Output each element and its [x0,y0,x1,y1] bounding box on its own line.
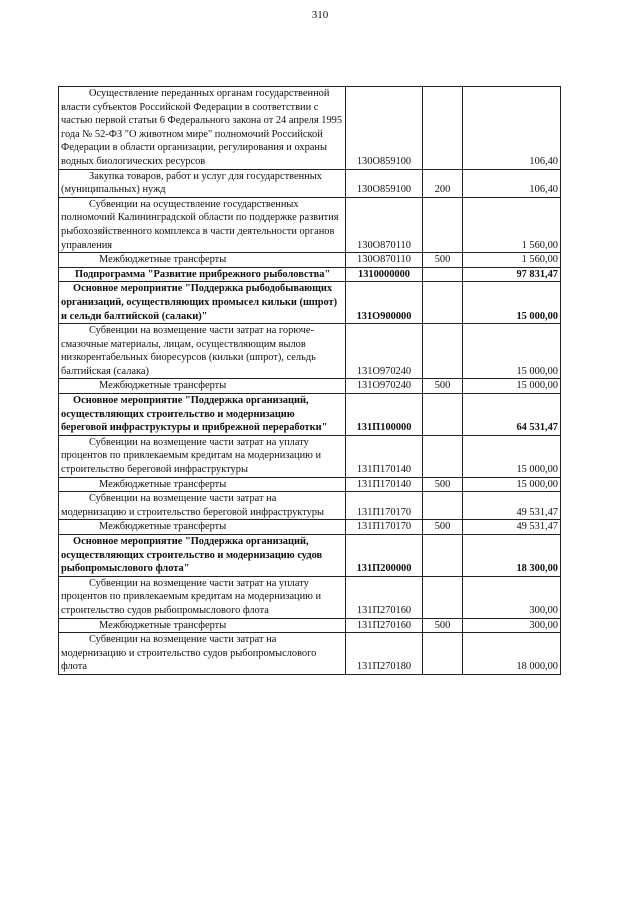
row-amount: 106,40 [463,169,561,197]
row-code: 131П170140 [346,435,423,477]
table-row [59,520,561,535]
row-amount: 49 531,47 [463,492,561,520]
row-type [423,535,463,577]
row-amount: 15 000,00 [463,477,561,492]
row-amount: 18 300,00 [463,535,561,577]
table-row [59,492,561,520]
row-type: 500 [423,253,463,268]
row-code: 130О859100 [346,87,423,170]
row-code: 130О859100 [346,169,423,197]
row-amount: 1 560,00 [463,253,561,268]
table-row [59,282,561,324]
table-row [59,435,561,477]
row-amount: 15 000,00 [463,435,561,477]
table-row [59,379,561,394]
row-amount: 15 000,00 [463,324,561,379]
row-type [423,282,463,324]
row-type [423,267,463,282]
row-code: 131П100000 [346,394,423,436]
row-type: 500 [423,618,463,633]
row-name: Основное мероприятие "Поддержка организаций, осуществляющих строительство и модернизацию судов рыбопромыслового флота" [59,535,346,577]
row-type [423,324,463,379]
row-code: 131О970240 [346,379,423,394]
row-name: Основное мероприятие "Поддержка организаций, осуществляющих строительство и модернизацию береговой инфраструктуры и прибрежной переработки" [59,394,346,436]
row-amount: 49 531,47 [463,520,561,535]
row-code: 131П270180 [346,633,423,675]
row-code: 131П170170 [346,492,423,520]
table-row [59,535,561,577]
row-type [423,576,463,618]
row-name: Субвенции на возмещение части затрат на модернизацию и строительство судов рыбопромыслового флота [59,633,346,675]
row-name: Межбюджетные трансферты [59,520,346,535]
row-type: 200 [423,169,463,197]
table-row [59,253,561,268]
row-amount: 64 531,47 [463,394,561,436]
table-row [59,87,561,170]
row-type [423,197,463,252]
row-type [423,633,463,675]
row-name: Осуществление переданных органам государственной власти субъектов Российской Федерации в соответствии с частью первой статьи 6 Федерального закона от 24 апреля 1995 года № 52-ФЗ "О животном мире" полномочий Российской Федерации в области организации, регулирования и охраны водных биологических ресурсов [59,87,346,170]
row-type: 500 [423,379,463,394]
row-code: 131П170170 [346,520,423,535]
row-name: Основное мероприятие "Поддержка рыбодобывающих организаций, осуществляющих промысел кильки (шпрот) и сельди балтийской (салаки)" [59,282,346,324]
row-code: 131П170140 [346,477,423,492]
table-row [59,477,561,492]
row-name: Межбюджетные трансферты [59,379,346,394]
row-code: 131О970240 [346,324,423,379]
budget-table [58,86,561,675]
row-code: 130О870110 [346,197,423,252]
row-name: Межбюджетные трансферты [59,477,346,492]
row-name: Субвенции на возмещение части затрат на модернизацию и строительство береговой инфраструктуры [59,492,346,520]
table-row [59,576,561,618]
table-row [59,197,561,252]
row-code: 130О870110 [346,253,423,268]
table-row [59,618,561,633]
row-name: Закупка товаров, работ и услуг для государственных (муниципальных) нужд [59,169,346,197]
row-name: Подпрограмма "Развитие прибрежного рыболовства" [59,267,346,282]
row-amount: 18 000,00 [463,633,561,675]
row-type [423,87,463,170]
row-code: 131О900000 [346,282,423,324]
table-row [59,394,561,436]
page-number: 310 [311,9,329,21]
row-name: Субвенции на возмещение части затрат на уплату процентов по привлекаемым кредитам на модернизацию и строительство судов рыбопромыслового флота [59,576,346,618]
table-row [59,633,561,675]
row-code: 1310000000 [346,267,423,282]
table-row [59,267,561,282]
row-amount: 1 560,00 [463,197,561,252]
row-name: Субвенции на возмещение части затрат на горюче-смазочные материалы, лицам, осуществляющим вылов низкорентабельных биоресурсов (кильки (шпрот), сельдь балтийская (салака) [59,324,346,379]
table-row [59,324,561,379]
row-amount: 15 000,00 [463,282,561,324]
table-row [59,169,561,197]
row-name: Межбюджетные трансферты [59,253,346,268]
row-name: Субвенции на возмещение части затрат на уплату процентов по привлекаемым кредитам на модернизацию и строительство береговой инфраструктуры [59,435,346,477]
row-type [423,394,463,436]
row-type: 500 [423,477,463,492]
row-type [423,435,463,477]
row-amount: 15 000,00 [463,379,561,394]
row-amount: 300,00 [463,618,561,633]
row-amount: 106,40 [463,87,561,170]
row-type: 500 [423,520,463,535]
row-code: 131П270160 [346,576,423,618]
row-amount: 300,00 [463,576,561,618]
row-amount: 97 831,47 [463,267,561,282]
row-name: Субвенции на осуществление государственных полномочий Калининградской области по поддержке развития рыбохозяйственного комплекса в части деятельности органов управления [59,197,346,252]
row-code: 131П270160 [346,618,423,633]
row-name: Межбюджетные трансферты [59,618,346,633]
row-code: 131П200000 [346,535,423,577]
row-type [423,492,463,520]
